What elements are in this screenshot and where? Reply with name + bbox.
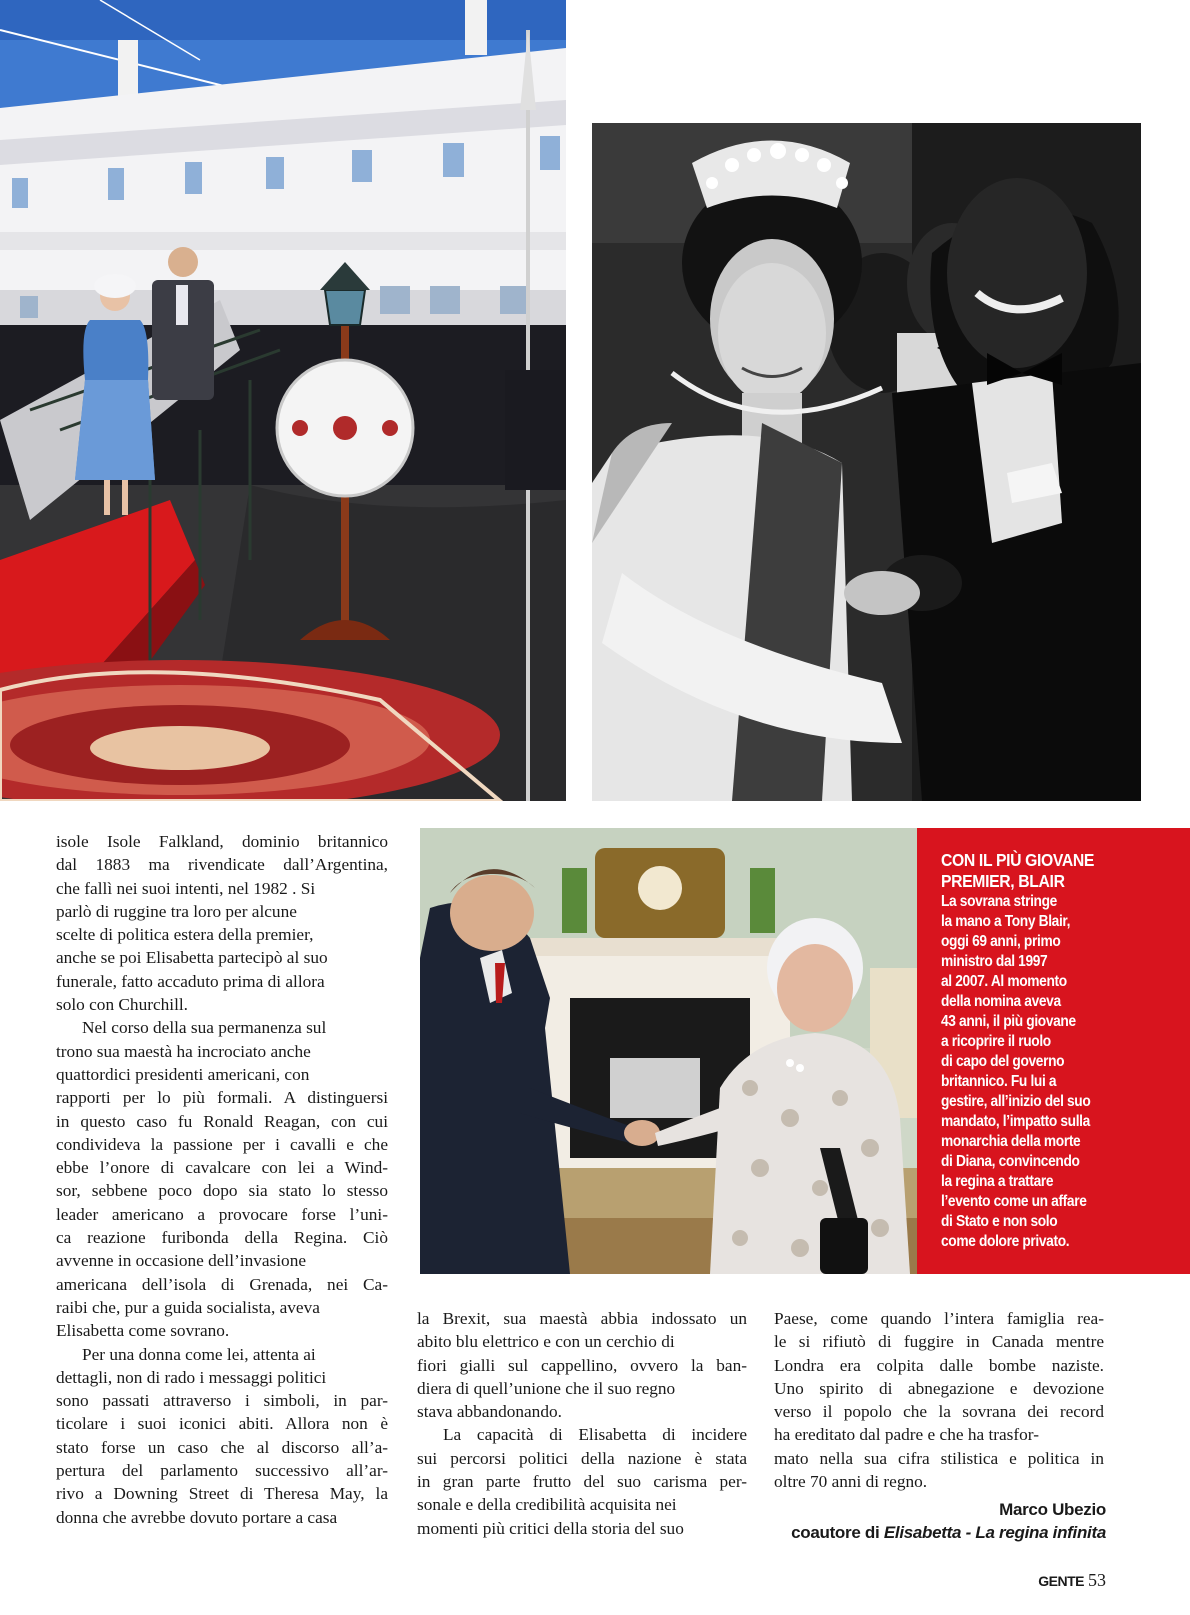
text-line: sono passati attraverso i simboli, in par-	[56, 1391, 388, 1411]
author-role-prefix: coautore di	[791, 1523, 880, 1542]
text-line: dal 1883 ma rivendicate dall’Argentina,	[56, 855, 388, 875]
text-line: fiori gialli sul cappellino, ovvero la ban-	[417, 1355, 747, 1375]
photo-caption	[941, 850, 1130, 1252]
text-line: in questo caso fu Ronald Reagan, con cui	[56, 1111, 388, 1131]
text-line: sonale e della credibilità acquisita nei	[417, 1495, 677, 1515]
text-line: Uno spirito di abnegazione e devozione	[774, 1378, 1104, 1398]
text-line: scelte di politica estera della premier,	[56, 925, 314, 945]
text-line: rivo a Downing Street di Theresa May, la	[56, 1484, 388, 1504]
caption-line: al 2007. Al momento	[941, 973, 1067, 990]
caption-line: di Stato e non solo	[941, 1213, 1058, 1230]
caption-line: a ricoprire il ruolo	[941, 1033, 1051, 1050]
caption-line: la regina a trattare	[941, 1173, 1054, 1190]
text-line: dettagli, non di rado i messaggi politici	[56, 1367, 327, 1387]
text-line: ca reazione furibonda della Regina. Ciò	[56, 1228, 388, 1248]
text-line: Elisabetta come sovrano.	[56, 1321, 230, 1341]
text-line: mato nella sua cifra stilistica e politica in	[774, 1448, 1104, 1468]
caption-line: gestire, all’inizio del suo	[941, 1093, 1091, 1110]
text-line: solo con Churchill.	[56, 995, 188, 1015]
caption-line: l’evento come un affare	[941, 1193, 1087, 1210]
caption-headline-line: CON IL PIÙ GIOVANE	[941, 850, 1095, 870]
text-line: Per una donna come lei, attenta ai	[82, 1344, 316, 1364]
text-line: abito blu elettrico e con un cerchio di	[417, 1332, 675, 1352]
text-line: verso il popolo che la sovrana dei record	[774, 1402, 1104, 1422]
text-line: raibi che, pur a guida socialista, aveva	[56, 1297, 320, 1317]
book-title: Elisabetta - La regina infinita	[883, 1523, 1106, 1542]
text-line: La capacità di Elisabetta di incidere	[443, 1425, 747, 1445]
page-number: 53	[1088, 1570, 1106, 1590]
caption-line: della nomina aveva	[941, 993, 1061, 1010]
text-line: le si rifiutò di fuggire in Canada mentre	[774, 1332, 1104, 1352]
article-column-1	[56, 830, 388, 1529]
article-column-3	[774, 1307, 1104, 1493]
text-line: stato forse un caso che al discorso all’a-	[56, 1437, 388, 1457]
text-line: pertura del parlamento successivo all’ar-	[56, 1461, 388, 1481]
caption-line: di Diana, convincendo	[941, 1153, 1080, 1170]
text-line: rapporti per lo più formali. A distinguersi	[56, 1088, 388, 1108]
caption-line: mandato, l’impatto sulla	[941, 1113, 1090, 1130]
text-line: sor, sebbene poco dopo sia stato lo stesso	[56, 1181, 388, 1201]
text-line: anche se poi Elisabetta partecipò al suo	[56, 948, 328, 968]
queen-tony-blair-handshake-photo	[420, 828, 917, 1274]
text-line: Paese, come quando l’intera famiglia rea-	[774, 1309, 1104, 1328]
magazine-name: GENTE	[1038, 1573, 1084, 1589]
text-line: stava abbandonando.	[417, 1402, 562, 1422]
author-role	[791, 1523, 1106, 1543]
caption-line: oggi 69 anni, primo	[941, 933, 1061, 950]
text-line: in gran parte frutto del suo carisma per-	[417, 1472, 747, 1492]
text-line: la Brexit, sua maestà abbia indossato un	[417, 1309, 747, 1328]
text-line: momenti più critici della storia del suo	[417, 1518, 684, 1538]
queen-dancing-photo	[592, 123, 1141, 801]
text-line: donna che avrebbe dovuto portare a casa	[56, 1507, 338, 1527]
page-folio	[1038, 1570, 1106, 1591]
caption-line: La sovrana stringe	[941, 893, 1057, 910]
text-line: condivideva la passione per i cavalli e che	[56, 1134, 388, 1154]
text-line: ticolare i suoi iconici abiti. Allora non è	[56, 1414, 388, 1434]
author-name: Marco Ubezio	[999, 1500, 1106, 1519]
caption-line: monarchia della morte	[941, 1133, 1081, 1150]
text-line: Nel corso della sua permanenza sul	[82, 1018, 327, 1038]
text-line: funerale, fatto accaduto prima di allora	[56, 971, 325, 991]
text-line: Londra era colpita dalle bombe naziste.	[774, 1355, 1104, 1375]
text-line: quattordici presidenti americani, con	[56, 1064, 310, 1084]
text-line: ha ereditato dal padre e che ha trasfor-	[774, 1425, 1039, 1445]
text-line: sui percorsi politici della nazione è stata	[417, 1448, 747, 1468]
caption-headline-line: PREMIER, BLAIR	[941, 871, 1065, 891]
text-line: parlò di ruggine tra loro per alcune	[56, 901, 297, 921]
text-line: isole Isole Falkland, dominio britannico	[56, 832, 388, 851]
article-column-2	[417, 1307, 747, 1540]
text-line: diera di quell’unione che il suo regno	[417, 1378, 676, 1398]
text-line: trono sua maestà ha incrociato anche	[56, 1041, 311, 1061]
caption-line: ministro dal 1997	[941, 953, 1048, 970]
caption-line: come dolore privato.	[941, 1233, 1070, 1250]
caption-line: britannico. Fu lui a	[941, 1073, 1057, 1090]
text-line: oltre 70 anni di regno.	[774, 1472, 928, 1492]
text-line: che fallì nei suoi intenti, nel 1982 . Si	[56, 878, 316, 898]
caption-line: di capo del governo	[941, 1053, 1065, 1070]
text-line: leader americano a provocare forse l’uni-	[56, 1204, 388, 1224]
caption-line: 43 anni, il più giovane	[941, 1013, 1076, 1030]
queen-disembarking-ship-photo	[0, 0, 566, 801]
caption-line: la mano a Tony Blair,	[941, 913, 1071, 930]
text-line: avvenne in occasione dell’invasione	[56, 1251, 307, 1271]
text-line: americana dell’isola di Grenada, nei Ca-	[56, 1274, 388, 1294]
text-line: ebbe l’onore di cavalcare con lei a Wind-	[56, 1158, 388, 1178]
